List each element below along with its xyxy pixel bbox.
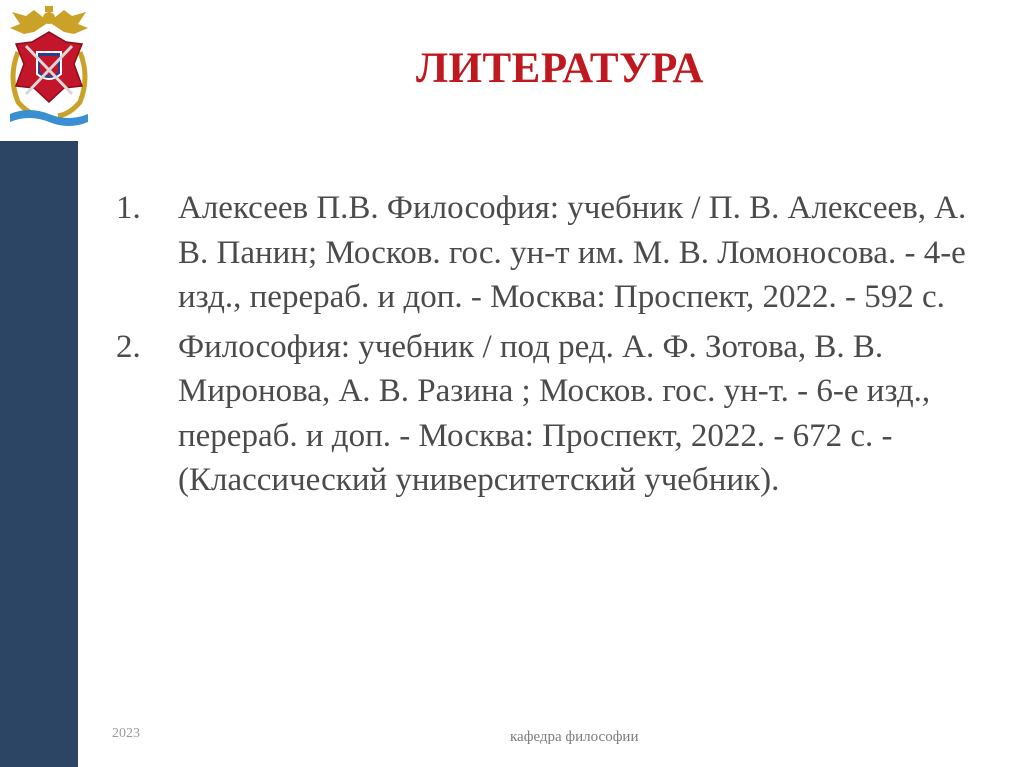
footer-department: кафедра философии (510, 729, 639, 745)
reference-text: Философия: учебник / под ред. А. Ф. Зотова, В. В. Миронова, А. В. Разина ; Москов. гос. ун-т. - 6-е изд., перераб. и доп. - Москва: Проспект, 2022. - 672 с. - (Классический университетский учебник). (178, 328, 931, 498)
footer-year: 2023 (112, 726, 140, 741)
reference-text: Алексеев П.В. Философия: учебник / П. В. Алексеев, А. В. Панин; Москов. гос. ун-т им. М. В. Ломоносова. - 4-е изд., перераб. и доп. - Москва: Проспект, 2022. - 592 с. (178, 190, 967, 315)
reference-number: 2. (116, 328, 141, 365)
page-title: ЛИТЕРАТУРА (416, 45, 704, 92)
reference-item (116, 325, 996, 503)
reference-item (116, 186, 996, 320)
reference-list (116, 186, 996, 508)
reference-number: 1. (116, 190, 141, 226)
sidebar-band (0, 141, 78, 767)
university-emblem-icon (4, 2, 94, 130)
